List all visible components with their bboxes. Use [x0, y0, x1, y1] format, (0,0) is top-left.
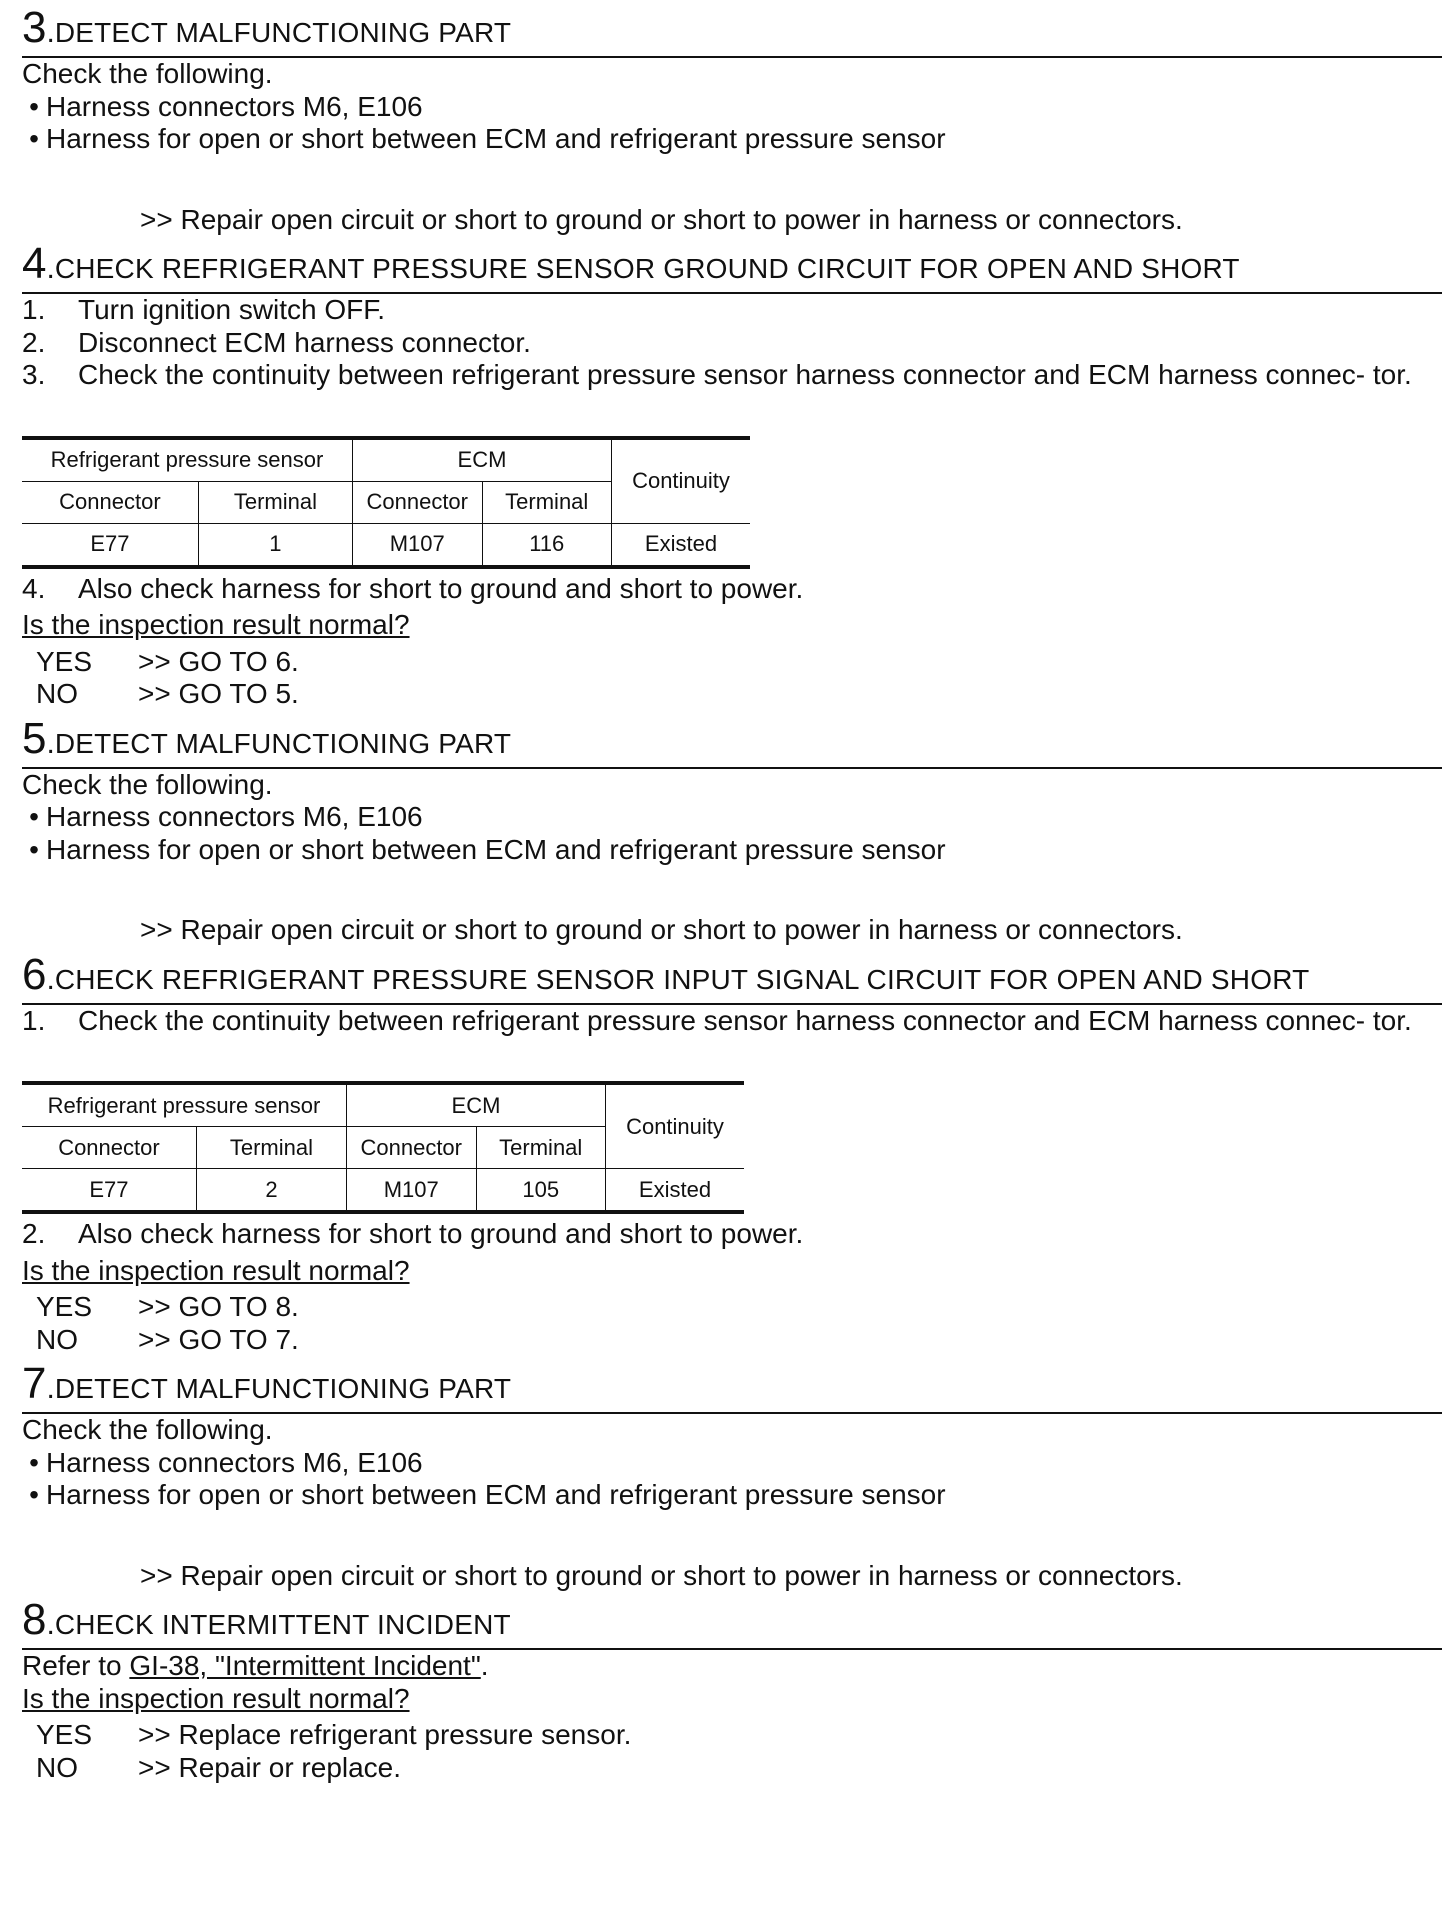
step-number: 6 [22, 949, 47, 999]
no-action: >> GO TO 5. [138, 678, 299, 709]
step-header [22, 0, 1442, 58]
bullet-item [22, 801, 1442, 834]
refer-text [22, 1650, 1442, 1683]
step-dot: . [46, 16, 55, 49]
table-subheader: Connector [22, 481, 198, 523]
numbered-item [22, 359, 1442, 392]
step-number: 4 [22, 239, 47, 288]
table-header-continuity: Continuity [606, 1083, 745, 1169]
step-7 [22, 1356, 1442, 1592]
result-yes [22, 646, 1442, 679]
action-text: >> Repair open circuit or short to ground or short to power in harness or connectors. [140, 203, 1183, 235]
table-subheader: Terminal [198, 481, 352, 523]
step-6 [22, 947, 1442, 1357]
step-number: 3 [22, 3, 47, 52]
result-no [22, 1752, 1442, 1785]
step-dot: . [46, 962, 55, 996]
item-number: 1. [22, 1004, 46, 1036]
result-no [22, 678, 1442, 711]
item-text: Check the continuity between refrigerant pressure sensor harness connector and ECM harness connec- tor. [78, 359, 1412, 390]
action-text: >> Repair open circuit or short to ground or short to power in harness or connectors. [140, 914, 1183, 945]
table-cell: 1 [198, 523, 352, 567]
step-header [22, 1356, 1442, 1414]
table-subheader: Terminal [482, 481, 612, 523]
refer-suffix: . [480, 1650, 489, 1681]
action-text: >> Repair open circuit or short to ground or short to power in harness or connectors. [140, 1559, 1183, 1591]
bullet-text: Harness connectors M6, E106 [46, 1446, 423, 1478]
result-yes [22, 1719, 1442, 1752]
table-cell: M107 [347, 1169, 477, 1213]
step-dot: . [46, 252, 55, 285]
step-dot: . [46, 726, 55, 760]
table-cell: Existed [612, 523, 751, 567]
bullet-item [22, 1479, 1442, 1512]
bullet-icon: • [29, 801, 39, 832]
inspection-question: Is the inspection result normal? [22, 1254, 410, 1286]
step-header [22, 711, 1442, 769]
table-subheader: Terminal [476, 1127, 606, 1169]
yes-label: YES [36, 645, 93, 677]
intro-text: Check the following. [22, 58, 273, 89]
service-manual-page [22, 0, 1442, 1784]
bullet-text: Harness connectors M6, E106 [46, 801, 423, 832]
result-yes [22, 1291, 1442, 1324]
numbered-item [22, 573, 1442, 606]
bullet-item [22, 91, 1442, 124]
item-text: Turn ignition switch OFF. [78, 294, 386, 325]
step-title: CHECK REFRIGERANT PRESSURE SENSOR INPUT SIGNAL CIRCUIT FOR OPEN AND SHORT [54, 963, 1310, 995]
yes-label: YES [36, 1291, 93, 1322]
table-subheader: Connector [353, 481, 483, 523]
table-header-continuity: Continuity [612, 438, 751, 524]
item-text: Check the continuity between refrigerant pressure sensor harness connector and ECM harness connec- tor. [78, 1004, 1412, 1036]
bullet-item [22, 123, 1442, 156]
no-label: NO [36, 1751, 78, 1783]
item-text: Also check harness for short to ground and short to power. [78, 572, 804, 604]
table-cell: E77 [22, 523, 198, 567]
table-header-sensor: Refrigerant pressure sensor [22, 1083, 347, 1127]
step-4 [22, 236, 1442, 711]
intro-text: Check the following. [22, 1414, 273, 1445]
bullet-text: Harness for open or short between ECM and refrigerant pressure sensor [46, 123, 946, 154]
no-action: >> Repair or replace. [138, 1751, 402, 1783]
step-8 [22, 1592, 1442, 1784]
step-title: DETECT MALFUNCTIONING PART [54, 1373, 512, 1404]
table-row [22, 1169, 744, 1213]
table-cell: 2 [196, 1169, 346, 1213]
step-header [22, 236, 1442, 294]
item-number: 2. [22, 1218, 46, 1249]
bullet-item [22, 834, 1442, 867]
inspection-question: Is the inspection result normal? [22, 1682, 410, 1714]
inspection-question: Is the inspection result normal? [22, 609, 410, 640]
table-header-sensor: Refrigerant pressure sensor [22, 438, 353, 482]
item-number: 2. [22, 326, 46, 358]
bullet-icon: • [29, 1446, 39, 1478]
item-number: 4. [22, 572, 46, 604]
numbered-item [22, 1005, 1442, 1038]
step-title: DETECT MALFUNCTIONING PART [54, 727, 512, 759]
no-label: NO [36, 1323, 78, 1355]
table-subheader: Connector [22, 1127, 196, 1169]
item-text: Disconnect ECM harness connector. [78, 326, 531, 358]
step-3 [22, 0, 1442, 236]
numbered-item [22, 1218, 1442, 1251]
bullet-text: Harness connectors M6, E106 [46, 90, 423, 122]
result-no [22, 1324, 1442, 1357]
continuity-table [22, 436, 750, 569]
continuity-table [22, 1081, 744, 1214]
step-dot: . [46, 1608, 55, 1641]
table-subheader: Terminal [196, 1127, 346, 1169]
table-cell: 116 [482, 523, 612, 567]
step-header [22, 947, 1442, 1005]
no-action: >> GO TO 7. [138, 1323, 299, 1355]
bullet-item [22, 1447, 1442, 1480]
table-header-ecm: ECM [353, 438, 612, 482]
table-cell: 105 [476, 1169, 606, 1213]
step-title: DETECT MALFUNCTIONING PART [54, 17, 512, 48]
step-header [22, 1592, 1442, 1650]
item-number: 3. [22, 359, 46, 390]
refer-prefix: Refer to [22, 1650, 130, 1681]
bullet-text: Harness for open or short between ECM and refrigerant pressure sensor [46, 1479, 946, 1510]
step-title: CHECK REFRIGERANT PRESSURE SENSOR GROUND CIRCUIT FOR OPEN AND SHORT [54, 253, 1240, 284]
table-header-ecm: ECM [347, 1083, 606, 1127]
bullet-icon: • [29, 90, 39, 122]
step-5 [22, 711, 1442, 947]
bullet-icon: • [29, 833, 39, 865]
item-number: 1. [22, 294, 46, 325]
yes-action: >> GO TO 8. [138, 1291, 299, 1322]
yes-label: YES [36, 1719, 93, 1750]
no-label: NO [36, 678, 78, 709]
table-subheader: Connector [347, 1127, 477, 1169]
step-number: 5 [22, 713, 47, 763]
yes-action: >> Replace refrigerant pressure sensor. [138, 1719, 632, 1750]
step-title: CHECK INTERMITTENT INCIDENT [54, 1609, 511, 1640]
table-cell: E77 [22, 1169, 196, 1213]
numbered-item [22, 294, 1442, 327]
table-cell: Existed [606, 1169, 745, 1213]
step-number: 7 [22, 1359, 47, 1408]
step-dot: . [46, 1372, 55, 1405]
bullet-icon: • [29, 123, 39, 154]
table-cell: M107 [353, 523, 483, 567]
bullet-icon: • [29, 1479, 39, 1510]
reference-link[interactable]: GI-38, "Intermittent Incident" [129, 1650, 481, 1681]
intro-text: Check the following. [22, 768, 273, 800]
table-row [22, 523, 750, 567]
step-number: 8 [22, 1595, 47, 1644]
bullet-text: Harness for open or short between ECM and refrigerant pressure sensor [46, 833, 946, 865]
numbered-item [22, 327, 1442, 360]
item-text: Also check harness for short to ground and short to power. [78, 1218, 804, 1249]
yes-action: >> GO TO 6. [138, 645, 299, 677]
